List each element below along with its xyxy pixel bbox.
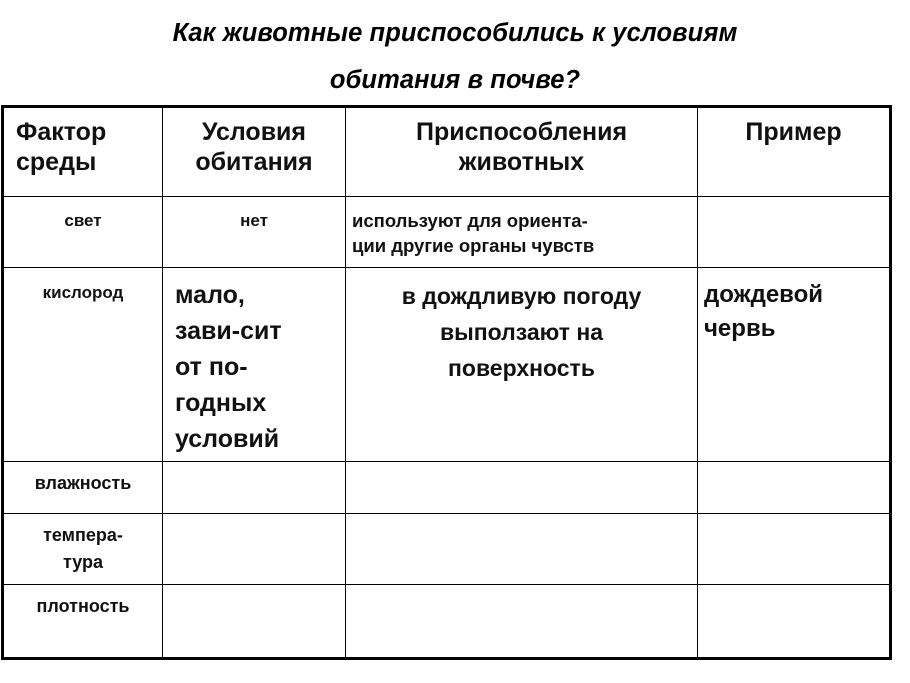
cell-factor-temperatura xyxy=(4,514,163,585)
factor-label-kislorod: кислород xyxy=(42,283,124,302)
adaptations-kislorod-line-2: выползают на xyxy=(439,319,604,345)
cell-conditions-vlazhnost xyxy=(163,462,346,514)
header-example-label: Пример xyxy=(745,118,842,146)
factor-temperatura-line-2: тура xyxy=(62,552,104,572)
cell-adaptations-kislorod xyxy=(346,268,698,462)
cell-example-plotnost xyxy=(698,585,890,658)
adaptations-svet-line-2: ции другие органы чувств xyxy=(352,235,595,256)
cell-conditions-svet xyxy=(163,197,346,268)
cell-adaptations-svet xyxy=(346,197,698,268)
page-title-line-2: обитания в почве? xyxy=(329,66,581,94)
header-cell-conditions xyxy=(163,108,346,197)
header-factor-line-1: Фактор xyxy=(16,118,107,146)
header-conditions-line-1: Условия xyxy=(201,118,307,146)
header-factor-line-2: среды xyxy=(16,148,97,176)
cell-conditions-temperatura xyxy=(163,514,346,585)
factor-label-plotnost: плотность xyxy=(36,596,130,616)
header-cell-example xyxy=(698,108,890,197)
cell-example-vlazhnost xyxy=(698,462,890,514)
cell-factor-svet xyxy=(4,197,163,268)
header-adaptations-line-1: Приспособления xyxy=(415,118,628,146)
header-cell-adaptations xyxy=(346,108,698,197)
conditions-value-svet: нет xyxy=(240,211,268,230)
page-title xyxy=(0,10,910,104)
conditions-kislorod-line-5: условий xyxy=(175,425,280,453)
header-conditions-line-2: обитания xyxy=(195,148,313,176)
factor-temperatura-line-1: темпера- xyxy=(43,525,123,545)
cell-adaptations-temperatura xyxy=(346,514,698,585)
adaptations-svet-line-1: используют для ориента- xyxy=(352,210,588,231)
example-kislorod-line-1: дождевой xyxy=(704,281,824,308)
adaptations-table-wrapper xyxy=(3,107,885,658)
cell-adaptations-plotnost xyxy=(346,585,698,658)
conditions-kislorod-line-1: мало, xyxy=(175,281,245,309)
conditions-kislorod-line-2: зави-сит xyxy=(175,317,282,345)
table-row xyxy=(4,268,890,462)
adaptations-kislorod-line-1: в дождливую погоду xyxy=(401,283,642,309)
example-kislorod-line-2: червь xyxy=(704,315,776,342)
conditions-kislorod-line-4: годных xyxy=(175,389,267,417)
factor-label-svet: свет xyxy=(64,211,102,230)
cell-adaptations-vlazhnost xyxy=(346,462,698,514)
cell-factor-kislorod xyxy=(4,268,163,462)
page-title-line-1: Как животные приспособились к условиям xyxy=(172,19,738,47)
cell-example-temperatura xyxy=(698,514,890,585)
cell-example-kislorod xyxy=(698,268,890,462)
table-row xyxy=(4,197,890,268)
conditions-kislorod-line-3: от по- xyxy=(175,353,248,381)
table-header-row xyxy=(4,108,890,197)
cell-factor-plotnost xyxy=(4,585,163,658)
cell-conditions-plotnost xyxy=(163,585,346,658)
header-adaptations-line-2: животных xyxy=(458,148,585,176)
cell-example-svet xyxy=(698,197,890,268)
adaptations-table xyxy=(3,107,890,658)
cell-conditions-kislorod xyxy=(163,268,346,462)
header-cell-factor xyxy=(4,108,163,197)
factor-label-vlazhnost: влажность xyxy=(34,473,132,493)
adaptations-kislorod-line-3: поверхность xyxy=(448,355,595,381)
table-row xyxy=(4,585,890,658)
table-row xyxy=(4,514,890,585)
cell-factor-vlazhnost xyxy=(4,462,163,514)
table-row xyxy=(4,462,890,514)
